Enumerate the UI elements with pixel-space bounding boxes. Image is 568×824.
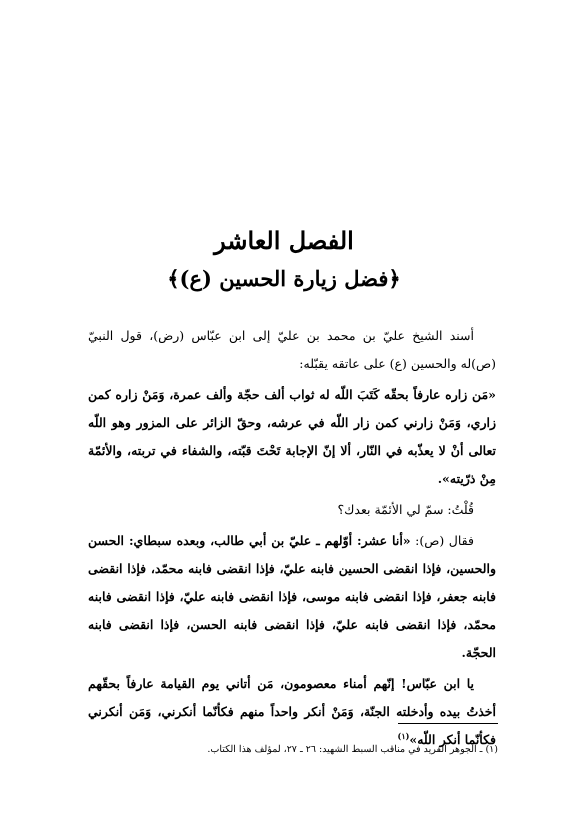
paragraph-isnad: أسند الشيخ عليّ بن محمد بن عليّ إلى ابن عبّاس (رض)، قول النبيّ (ص)له والحسين (ع) على عاتقه يقبّله:: [88, 328, 496, 371]
chapter-subtitle: ﴿فضل زيارة الحسين (ع)﴾: [167, 266, 401, 291]
footnote: (١) ـ الجوهر الفريد في مناقب السبط الشهيد: ٢٦ ـ ٢٧، لمؤلف هذا الكتاب.: [207, 744, 498, 755]
paragraph-imams-list: [88, 527, 496, 667]
chapter-title: الفصل العاشر: [214, 226, 354, 255]
paragraph-closing: [88, 670, 496, 754]
paragraph-question: قُلْتُ: سمّ لي الأئمّة بعدك؟: [337, 502, 474, 517]
paragraph-lead: فقال (ص):: [410, 533, 474, 548]
chapter-body: [88, 322, 496, 757]
footnote-divider: [398, 723, 498, 724]
paragraph-imams-text: «أنا عشر: أوّلهم ـ عليّ بن أبي طالب، وبعده سبطاي: الحسن والحسين، فإذا انقضى الحسين فابنه عليّ، فإذا انقضى فابنه محمّد، فإذا انقضى فابنه جعفر، فإذا انقضى فابنه موسى، فإذا انقضى فابنه عليّ، فإذا انقضى فابنه محمّد، فإذا انقضى فابنه عليّ، فإذا انقضى فابنه الحسن، فإذا انقضى فابنه الحجّة.: [88, 533, 496, 660]
paragraph-hadith: «مَن زاره عارفاً بحقّه كَتَبَ اللّه له ثواب ألف حجّة وألف عمرة، وَمَنْ زاره كمن زاري، وَمَنْ زارني كمن زار اللّه في عرشه، وحقّ الزائر على المزور وهو اللّه تعالى أنْ لا يعذّبه في النّار، ألا إنّ الإجابة تَحْتَ قبّته، والشفاء في تربته، والأئمّة مِنْ ذرّيته».: [88, 387, 496, 486]
paragraph-closing-text: يا ابن عبّاس! إنّهم أمناء معصومون، مَن أتاني يوم القيامة عارفاً بحقّهم أخذتُ بيده وأدخلته الجنّة، وَمَنْ أنكر واحداً منهم فكأنّما أنكرني، وَمَن أنكرني فكأنّما أنكر اللّه»: [88, 676, 496, 747]
footnote-reference: (١): [397, 730, 410, 741]
